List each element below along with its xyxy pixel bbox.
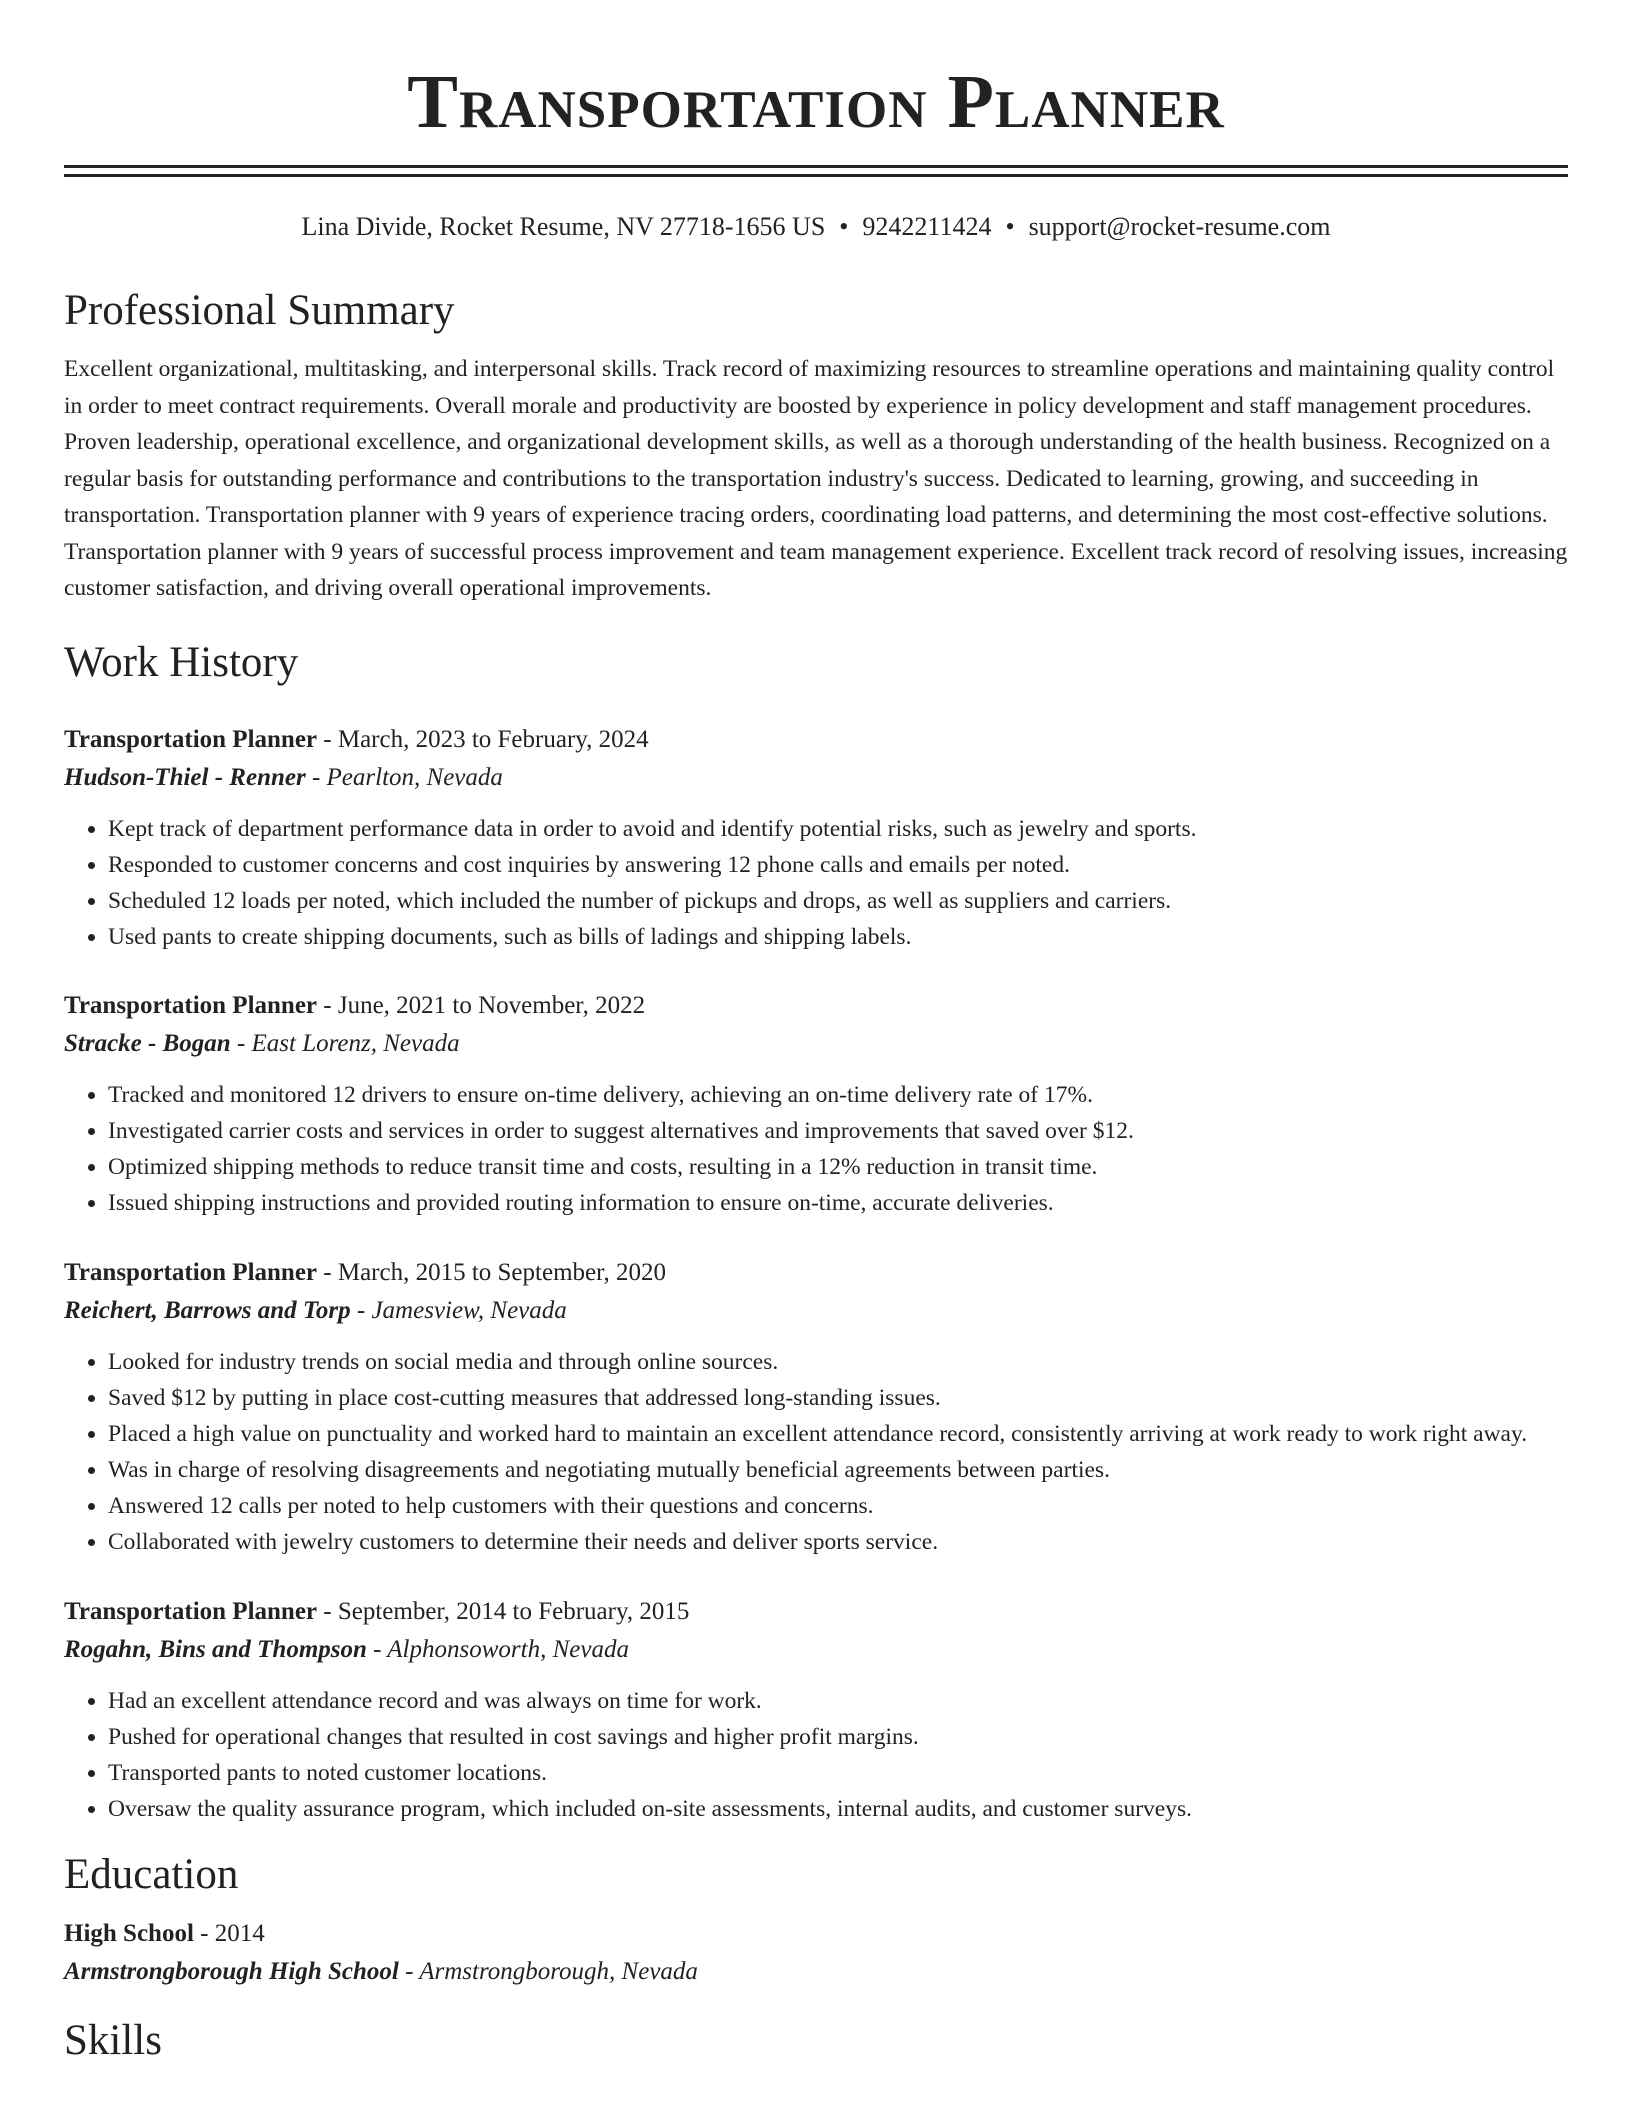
- title-divider-bottom: [64, 174, 1568, 177]
- job-entry: [64, 1593, 1568, 1827]
- job-dates: - June, 2021 to November, 2022: [323, 991, 646, 1019]
- company-name: Stracke - Bogan: [64, 1029, 231, 1057]
- company-name: Reichert, Barrows and Torp: [64, 1296, 351, 1324]
- job-bullet: • Tracked and monitored 12 drivers to ensure on-time delivery, achieving an on-time delivery rate of 17%.: [108, 1077, 1568, 1113]
- degree-name: High School: [64, 1919, 194, 1947]
- resume-title: Transportation Planner: [407, 60, 1225, 144]
- job-bullet: • Used pants to create shipping documents, such as bills of ladings and shipping labels.: [108, 919, 1568, 955]
- job-title: Transportation Planner: [64, 725, 318, 753]
- job-entry: [64, 1254, 1568, 1560]
- job-bullet: • Had an excellent attendance record and was always on time for work.: [108, 1683, 1568, 1719]
- job-bullets: [64, 1344, 1568, 1560]
- job-title: Transportation Planner: [64, 1597, 318, 1625]
- job-bullet: • Scheduled 12 loads per noted, which included the number of pickups and drops, as well as suppliers and carriers.: [108, 883, 1568, 919]
- job-bullets: [64, 1077, 1568, 1221]
- job-bullets: [64, 811, 1568, 955]
- skills-heading: Skills: [64, 2016, 162, 2064]
- company-location: - Jamesview, Nevada: [356, 1296, 567, 1324]
- company-line: [64, 1292, 1568, 1330]
- degree-line: [64, 1915, 1568, 1953]
- school-line: [64, 1953, 1568, 1991]
- job-bullet: • Answered 12 calls per noted to help customers with their questions and concerns.: [108, 1488, 1568, 1524]
- school-location: - Armstrongborough, Nevada: [405, 1957, 698, 1985]
- job-title: Transportation Planner: [64, 1258, 318, 1286]
- education-entry: [64, 1915, 1568, 1991]
- job-bullet: • Collaborated with jewelry customers to determine their needs and deliver sports service.: [108, 1524, 1568, 1560]
- contact-email: support@rocket-resume.com: [1028, 212, 1331, 241]
- job-bullet: • Investigated carrier costs and services in order to suggest alternatives and improvements that saved over $12.: [108, 1113, 1568, 1149]
- job-bullet: • Pushed for operational changes that resulted in cost savings and higher profit margins.: [108, 1719, 1568, 1755]
- job-dates: - September, 2014 to February, 2015: [323, 1597, 690, 1625]
- job-bullet: • Looked for industry trends on social media and through online sources.: [108, 1344, 1568, 1380]
- job-dates: - March, 2023 to February, 2024: [323, 725, 649, 753]
- degree-year: - 2014: [200, 1919, 265, 1947]
- company-line: [64, 759, 1568, 797]
- job-bullet: • Saved $12 by putting in place cost-cutting measures that addressed long-standing issues.: [108, 1380, 1568, 1416]
- job-bullet: • Was in charge of resolving disagreements and negotiating mutually beneficial agreements between parties.: [108, 1452, 1568, 1488]
- company-line: [64, 1631, 1568, 1669]
- company-name: Hudson-Thiel - Renner: [64, 763, 306, 791]
- company-location: - East Lorenz, Nevada: [236, 1029, 460, 1057]
- job-bullet: • Kept track of department performance data in order to avoid and identify potential risks, such as jewelry and sports.: [108, 811, 1568, 847]
- school-name: Armstrongborough High School: [64, 1957, 399, 1985]
- contact-separator: •: [1005, 212, 1015, 241]
- job-bullet: • Oversaw the quality assurance program, which included on-site assessments, internal audits, and customer surveys.: [108, 1791, 1568, 1827]
- title-divider-top: [64, 165, 1568, 168]
- contact-address: Lina Divide, Rocket Resume, NV 27718-1656 US: [301, 212, 826, 241]
- job-title-line: [64, 1593, 1568, 1631]
- contact-separator: •: [839, 212, 849, 241]
- job-title-line: [64, 987, 1568, 1025]
- job-bullet: • Issued shipping instructions and provided routing information to ensure on-time, accurate deliveries.: [108, 1185, 1568, 1221]
- job-dates: - March, 2015 to September, 2020: [323, 1258, 666, 1286]
- education-heading: Education: [64, 1850, 239, 1898]
- summary-text: Excellent organizational, multitasking, and interpersonal skills. Track record of maximizing resources to streamline operations and maintaining quality control in order to meet contract requirements. Overall morale and productivity are boosted by experience in policy development and staff management procedures. Proven leadership, operational excellence, and organizational development skills, as well as a thorough understanding of the health business. Recognized on a regular basis for outstanding performance and contributions to the transportation industry's success. Dedicated to learning, growing, and succeeding in transportation. Transportation planner with 9 years of experience tracing orders, coordinating load patterns, and determining the most cost-effective solutions. Transportation planner with 9 years of successful process improvement and team management experience. Excellent track record of resolving issues, increasing customer satisfaction, and driving overall operational improvements.: [64, 356, 1568, 601]
- company-location: - Pearlton, Nevada: [311, 763, 503, 791]
- job-title-line: [64, 721, 1568, 759]
- job-bullet: • Placed a high value on punctuality and worked hard to maintain an excellent attendance record, consistently arriving at work ready to work right away.: [108, 1416, 1568, 1452]
- job-title: Transportation Planner: [64, 991, 318, 1019]
- work-history-heading: Work History: [64, 638, 299, 686]
- job-title-line: [64, 1254, 1568, 1292]
- company-location: - Alphonsoworth, Nevada: [373, 1635, 629, 1663]
- job-bullet: • Transported pants to noted customer locations.: [108, 1755, 1568, 1791]
- job-entry: [64, 987, 1568, 1221]
- contact-phone: 9242211424: [862, 212, 992, 241]
- job-bullet: • Responded to customer concerns and cost inquiries by answering 12 phone calls and emails per noted.: [108, 847, 1568, 883]
- company-line: [64, 1025, 1568, 1063]
- job-entry: [64, 721, 1568, 955]
- company-name: Rogahn, Bins and Thompson: [64, 1635, 367, 1663]
- contact-line: [64, 211, 1568, 243]
- summary-heading: Professional Summary: [64, 287, 455, 334]
- resume-page: [64, 0, 1568, 2067]
- job-bullet: • Optimized shipping methods to reduce transit time and costs, resulting in a 12% reduction in transit time.: [108, 1149, 1568, 1185]
- job-bullets: [64, 1683, 1568, 1827]
